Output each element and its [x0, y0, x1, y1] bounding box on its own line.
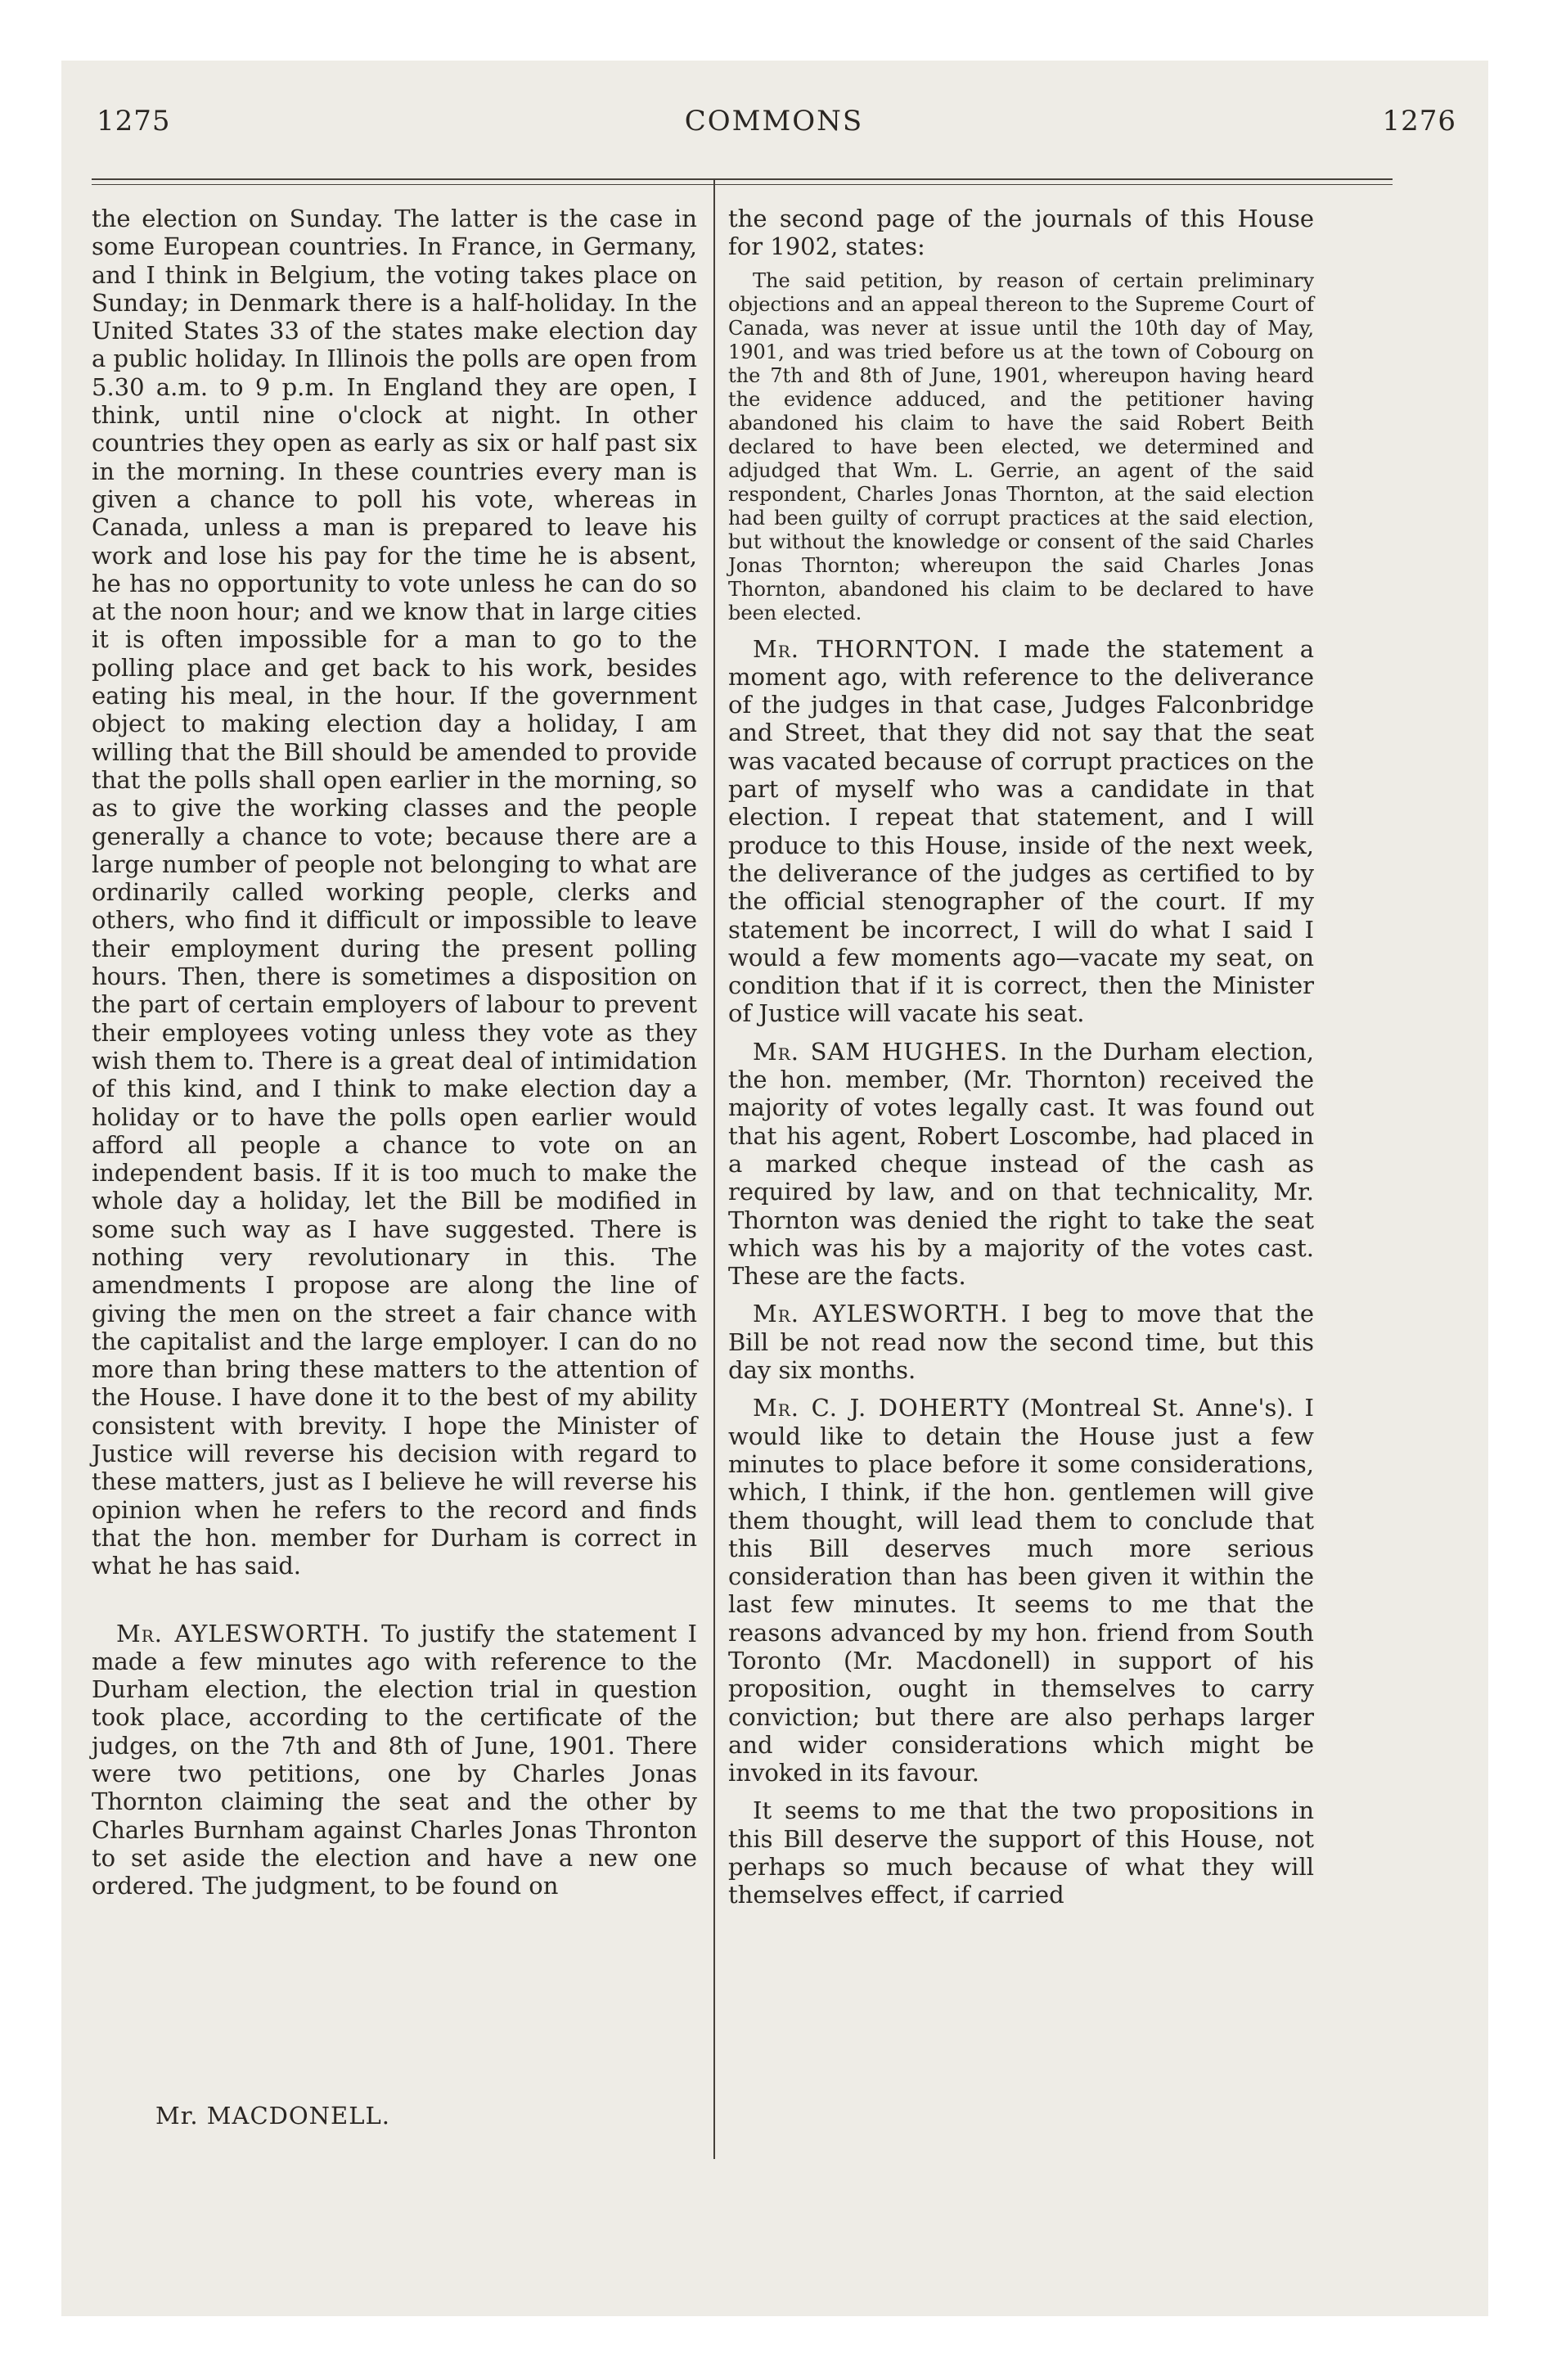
- speaker-name: Mr. AYLESWORTH.: [753, 1300, 1009, 1328]
- page-number-right: 1276: [1382, 105, 1456, 137]
- speech-text: To justify the statement I made a few minutes ago with reference to the Durham election, the election trial in question took place, according to the certificate of the judges, on the 7th and 8th of June, 1901. There were two petitions, one by Charles Jonas Thornton claiming the seat and the other by Charles Burnham against Charles Jonas Thronton to set aside the election and have a new one ordered. The judgment, to be found on: [92, 1619, 698, 1900]
- speech-text: In the Durham election, the hon. member, (Mr. Thornton) received the majority of votes legally cast. It was found out that his agent, Robert Loscombe, had placed in a marked cheque instead of the cash as required by law, and on that technicality, Mr. Thornton was denied the right to take the seat which was his by a majority of the votes cast. These are the facts.: [728, 1037, 1314, 1291]
- right-paragraph-6: It seems to me that the two propositions in this Bill deserve the support of this House, not perhaps so much because of what they will themselves effect, if carried: [728, 1796, 1314, 1909]
- speech-text: I beg to move that the Bill be not read now the second time, but this day six months.: [728, 1300, 1314, 1385]
- right-paragraph-5: [728, 1394, 1314, 1787]
- column-divider: [713, 178, 715, 2159]
- speech-text: I made the statement a moment ago, with reference to the deliverance of the judges in that case, Judges Falconbridge and Street, that they did not say that the seat was vacated because of corrupt practices on the part of myself who was a candidate in that election. I repeat that statement, and I will produce to this House, inside of the next week, the deliverance of the judges as certified to by the official stenographer of the court. If my statement be incorrect, I will do what I said I would a few moments ago—vacate my seat, on condition that if it is correct, then the Minister of Justice will vacate his seat.: [728, 634, 1315, 1028]
- right-paragraph-1: the second page of the journals of this House for 1902, states:: [728, 205, 1314, 261]
- judgment-quote: The said petition, by reason of certain preliminary objections and an appeal thereon to the Supreme Court of Canada, was never at issue until the 10th day of May, 1901, and was tried before us at the town of Cobourg on the 7th and 8th of June, 1901, whereupon having heard the evidence adduced, and the petitioner having abandoned his claim to have the said Robert Beith declared to have been elected, we determined and adjudged that Wm. L. Gerrie, an agent of the said respondent, Charles Jonas Thornton, at the said election had been guilty of corrupt practices at the said election, but without the knowledge or consent of the said Charles Jonas Thornton; whereupon the said Charles Jonas Thornton, abandoned his claim to be declared to have been elected.: [728, 268, 1314, 624]
- right-paragraph-3: [728, 1038, 1314, 1291]
- page-header: [0, 105, 1548, 154]
- page-number-left: 1275: [97, 105, 171, 137]
- footer-speaker: Mr. MACDONELL.: [155, 2102, 390, 2130]
- page-title: COMMONS: [684, 105, 864, 137]
- speaker-name: Mr. C. J. DOHERTY: [753, 1394, 1010, 1422]
- header-rule: [92, 178, 1393, 185]
- left-paragraph-1: the election on Sunday. The latter is the case in some European countries. In France, in Germany, and I think in Belgium, the voting takes place on Sunday; in Denmark there is a half-holiday. In the United States 33 of the states make election day a public holiday. In Illinois the polls are open from 5.30 a.m. to 9 p.m. In England they are open, I think, until nine o'clock at night. In other countries they open as early as six or half past six in the morning. In these countries every man is given a chance to poll his vote, whereas in Canada, unless a man is prepared to leave his work and lose his pay for the time he is absent, he has no opportunity to vote unless he can do so at the noon hour; and we know that in large cities it is often impossible for a man to go to the polling place and get back to his work, besides eating his meal, in the hour. If the government object to making election day a holiday, I am willing that the Bill should be amended to provide that the polls shall open earlier in the morning, so as to give the working classes and the people generally a chance to vote; because there are a large number of people not belonging to what are ordinarily called working people, clerks and others, who find it difficult or impossible to leave their employment during the present polling hours. Then, there is sometimes a disposition on the part of certain employers of labour to prevent their employees voting unless they vote as they wish them to. There is a great deal of intimidation of this kind, and I think to make election day a holiday or to have the polls open earlier would afford all people a chance to vote on an independent basis. If it is too much to make the whole day a holiday, let the Bill be modified in some such way as I have suggested. There is nothing very revolutionary in this. The amendments I propose are along the line of giving the men on the street a fair chance with the capitalist and the large employer. I can do no more than bring these matters to the attention of the House. I have done it to the best of my ability consistent with brevity. I hope the Minister of Justice will reverse his decision with regard to these matters, just as I believe he will reverse his opinion when he refers to the record and finds that the hon. member for Durham is correct in what he has said.: [92, 205, 697, 1580]
- right-paragraph-4: [728, 1300, 1314, 1384]
- speaker-name: Mr. SAM HUGHES.: [753, 1037, 1009, 1066]
- speaker-name: Mr. THORNTON.: [753, 634, 981, 663]
- speech-text: (Montreal St. Anne's). I would like to detain the House just a few minutes to place before it some considerations, which, I think, if the hon. gentlemen will give them thought, will lead them to conclude that this Bill deserves much more serious consideration than has been given it within the last few minutes. It seems to me that the reasons advanced by my hon. friend from South Toronto (Mr. Macdonell) in support of his proposition, ought in themselves to carry conviction; but there are also perhaps larger and wider considerations which might be invoked in its favour.: [728, 1394, 1315, 1787]
- right-paragraph-2: [728, 635, 1314, 1028]
- left-column: [92, 205, 697, 1900]
- left-paragraph-2: [92, 1620, 697, 1900]
- speaker-name: Mr. AYLESWORTH.: [116, 1619, 371, 1648]
- right-column: [728, 205, 1314, 1909]
